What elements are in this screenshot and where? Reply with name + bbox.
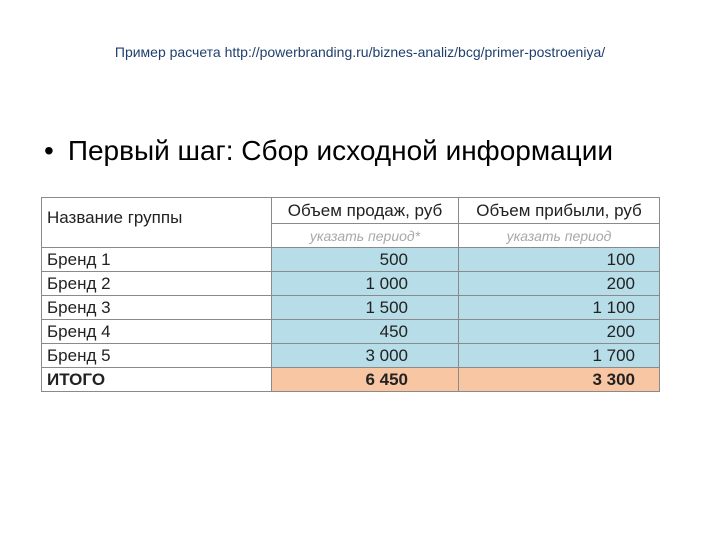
table-row bbox=[42, 272, 660, 296]
profit-value: 100 bbox=[459, 248, 660, 272]
total-profit-value: 3 300 bbox=[459, 368, 660, 392]
hint-sales-period: указать период* bbox=[272, 224, 459, 248]
table-row bbox=[42, 344, 660, 368]
sales-value: 1 000 bbox=[272, 272, 459, 296]
table-header-row bbox=[42, 198, 660, 224]
hint-profit-period: указать период bbox=[459, 224, 660, 248]
profit-value: 200 bbox=[459, 320, 660, 344]
sales-value: 450 bbox=[272, 320, 459, 344]
profit-value: 1 700 bbox=[459, 344, 660, 368]
source-caption: Пример расчета http://powerbranding.ru/biznes-analiz/bcg/primer-postroeniya/ bbox=[114, 44, 606, 60]
table-row bbox=[42, 320, 660, 344]
brand-data-table bbox=[41, 197, 660, 392]
profit-value: 200 bbox=[459, 272, 660, 296]
bullet-glyph: • bbox=[44, 135, 54, 166]
total-label: ИТОГО bbox=[42, 368, 272, 392]
brand-name: Бренд 5 bbox=[42, 344, 272, 368]
table-total-row bbox=[42, 368, 660, 392]
brand-name: Бренд 4 bbox=[42, 320, 272, 344]
bullet-text: Первый шаг: Сбор исходной информации bbox=[67, 135, 613, 166]
bullet-point bbox=[44, 135, 613, 167]
brand-name: Бренд 2 bbox=[42, 272, 272, 296]
header-sales: Объем продаж, руб bbox=[272, 198, 459, 224]
profit-value: 1 100 bbox=[459, 296, 660, 320]
sales-value: 500 bbox=[272, 248, 459, 272]
total-sales-value: 6 450 bbox=[272, 368, 459, 392]
table-row bbox=[42, 248, 660, 272]
header-profit: Объем прибыли, руб bbox=[459, 198, 660, 224]
sales-value: 1 500 bbox=[272, 296, 459, 320]
sales-value: 3 000 bbox=[272, 344, 459, 368]
header-group-name: Название группы bbox=[42, 198, 272, 248]
table-row bbox=[42, 296, 660, 320]
brand-name: Бренд 1 bbox=[42, 248, 272, 272]
brand-name: Бренд 3 bbox=[42, 296, 272, 320]
